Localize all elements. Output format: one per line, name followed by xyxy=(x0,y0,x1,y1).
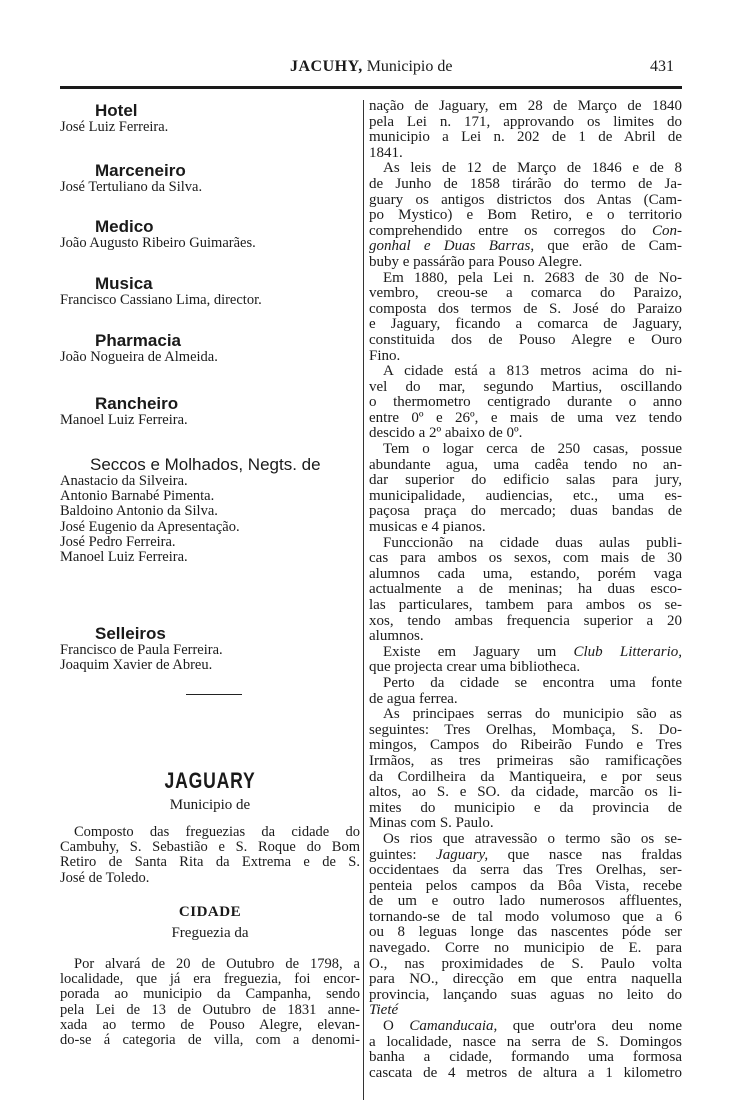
italic-text: Club Litterario, xyxy=(573,643,682,660)
text-line: de um e outro lado numerosos affluentes, xyxy=(369,893,682,910)
text-line: que projecta crear uma bibliotheca. xyxy=(369,659,581,676)
composition-paragraph xyxy=(60,825,360,886)
person-name: José Luiz Ferreira. xyxy=(60,119,169,135)
text-line: da Cordilheira da Mantiqueira, e por seus xyxy=(369,768,682,785)
text-line: de Junho de 1858 tirárão do termo de Ja- xyxy=(369,175,682,192)
text-line: constituida dos de Pouso Alegre e Ouro xyxy=(369,331,682,348)
text-line: Fino. xyxy=(369,347,401,364)
text-line: mingos, Campos do Ribeirão Fundo e Tres xyxy=(369,737,682,754)
trade-heading: Medico xyxy=(95,217,154,236)
text-line: musicas e 4 pianos. xyxy=(369,519,486,536)
text-line: do-se á categoria de villa, com a denomi- xyxy=(60,1032,360,1049)
text-line: guary os antigos districtos dos Antas (Cam- xyxy=(369,191,682,208)
paragraph xyxy=(369,1019,682,1081)
running-title-rest: Municipio de xyxy=(362,58,453,75)
cidade-subtitle: Freguezia da xyxy=(171,925,249,941)
text-line: vembro, creou-se a comarca do Paraizo, xyxy=(369,285,682,302)
italic-text: Con- xyxy=(652,222,682,239)
text-line: a localidade, nasce na serra de S. Domingos xyxy=(369,1033,682,1050)
trade-heading: Hotel xyxy=(95,101,138,120)
trade-heading: Selleiros xyxy=(95,624,166,643)
paragraph xyxy=(369,707,682,832)
text-line: tornando-se de tal modo volumoso que a 6 xyxy=(369,908,682,925)
text-line xyxy=(369,848,682,864)
text-line: e Jaguary, ficando a comarca de Jaguary, xyxy=(369,316,682,333)
text-line: Retiro de Santa Rita da Extrema e de S. xyxy=(60,854,360,871)
text-line xyxy=(369,224,682,240)
italic-text: Jaguary, xyxy=(436,846,489,863)
text-segment: , que erão de Cam- xyxy=(530,238,683,255)
text-line: mites do municipio e da provincia de xyxy=(369,799,682,816)
trade-heading: Pharmacia xyxy=(95,331,181,350)
text-line: cas para ambos os sexos, com mais de 30 xyxy=(369,550,682,567)
paragraph xyxy=(369,645,682,676)
text-line: provincia, lançando suas aguas no leito do xyxy=(369,986,682,1003)
trade-section xyxy=(60,625,360,673)
paragraph xyxy=(369,536,682,645)
text-line: vel do mar, segundo Martius, oscillando xyxy=(369,378,682,395)
text-line: occidentaes da serra das Tres Orelhas, ser- xyxy=(369,862,682,879)
paragraph xyxy=(369,364,682,442)
person-name: Francisco Cassiano Lima, director. xyxy=(60,292,262,308)
text-line: localidade, que já era freguezia, foi encor- xyxy=(60,971,360,988)
text-line: Os rios que atravessão o termo são os se- xyxy=(383,830,682,847)
text-line: Composto das freguezias da cidade do xyxy=(74,824,360,840)
person-name: João Nogueira de Almeida. xyxy=(60,349,218,365)
person-name: Francisco de Paula Ferreira. xyxy=(60,642,223,658)
person-name: José Eugenio da Apresentação. xyxy=(60,518,240,535)
text-line: actualmente a de meninas; ha duas esco- xyxy=(369,581,682,598)
trade-section xyxy=(60,395,360,428)
person-name: José Pedro Ferreira. xyxy=(60,533,176,550)
text-line xyxy=(369,239,682,255)
trade-section xyxy=(60,456,360,565)
text-line: municipalidade, audiencias, etc., uma es- xyxy=(369,487,682,504)
text-line: Cambuhy, S. Sebastião e S. Roque do Bom xyxy=(60,839,360,856)
text-line xyxy=(369,1003,682,1019)
paragraph xyxy=(369,271,682,365)
text-line: abundante agua, uma cadêa tendo no an- xyxy=(369,456,682,473)
text-line: cascata de 4 metros de altura a 1 kilometro xyxy=(369,1064,682,1081)
text-line: A cidade está a 813 metros acima do ni- xyxy=(383,363,682,380)
text-line: alumnos cada uma, estando, porém vaga xyxy=(369,565,682,582)
trade-heading: Rancheiro xyxy=(95,394,179,413)
text-segment: guintes: xyxy=(369,846,437,863)
municipality-subtitle: Municipio de xyxy=(169,797,251,813)
paragraph xyxy=(369,99,682,161)
text-line: xos, tendo ambas frequencia superior a 20 xyxy=(369,612,682,629)
text-segment: comprehendido entre os corregos do xyxy=(369,222,652,239)
text-line: penteia pelos campos da Bôa Vista, recebe xyxy=(369,877,682,894)
person-name: Baldoino Antonio da Silva. xyxy=(60,503,218,520)
text-line: xada ao termo de Pouso Alegre, elevan- xyxy=(60,1016,360,1033)
text-line: Perto da cidade se encontra uma fonte xyxy=(383,674,682,691)
running-header xyxy=(60,58,682,80)
text-line: de agua ferrea. xyxy=(369,690,458,707)
trade-section xyxy=(60,218,360,251)
cidade-heading: CIDADE xyxy=(178,904,242,920)
paragraph xyxy=(369,161,682,270)
text-line: As principaes serras do municipio são as xyxy=(383,706,682,723)
running-title xyxy=(290,58,452,76)
person-name: Anastacio da Silveira. xyxy=(60,473,188,489)
text-line: pela Lei n. 171, approvando os limites do xyxy=(369,113,682,130)
text-line: buby e passárão para Pouso Alegre. xyxy=(369,253,583,270)
person-name: Manoel Luiz Ferreira. xyxy=(60,549,188,566)
trade-section xyxy=(60,332,360,365)
header-rule xyxy=(60,86,682,89)
text-line xyxy=(369,645,682,661)
text-line: municipio a Lei n. 202 de 1 de Abril de xyxy=(369,129,682,146)
text-line: po Mystico) e Bom Retiro, e o territorio xyxy=(369,207,682,224)
text-line: o thermometro centigrado durante o anno xyxy=(369,394,682,411)
trade-heading: Marceneiro xyxy=(95,161,186,180)
text-line: As leis de 12 de Março de 1846 e de 8 xyxy=(383,160,682,177)
text-line: José de Toledo. xyxy=(60,869,150,886)
text-line: Em 1880, pela Lei n. 2683 de 30 de No- xyxy=(383,269,682,286)
text-segment: Existe em Jaguary um xyxy=(383,643,574,660)
text-line: O., nas proximidades de S. Paulo volta xyxy=(369,955,682,972)
person-name: João Augusto Ribeiro Guimarães. xyxy=(60,235,256,251)
text-line: Tem o logar cerca de 250 casas, possue xyxy=(383,441,682,458)
text-line: Funccionão na cidade duas aulas publi- xyxy=(383,534,682,551)
text-line: altos, ao S. e SO. da cidade, marcão os li- xyxy=(369,784,682,801)
right-column xyxy=(369,99,682,1081)
italic-text: Tieté xyxy=(369,1002,399,1019)
column-divider xyxy=(363,100,364,1100)
italic-text: gonhal e Duas Barras xyxy=(369,238,531,255)
history-paragraph xyxy=(60,957,360,1048)
text-line: porada ao municipio da Campanha, sendo xyxy=(60,986,360,1003)
text-line: dar superior do edificio salas para jury, xyxy=(369,472,682,489)
text-line: composta dos termos de S. José do Paraizo xyxy=(369,300,682,317)
text-line: pela Lei de 13 de Outubro de 1831 anne- xyxy=(60,1001,360,1018)
text-segment: que outr'ora deu nome xyxy=(497,1018,682,1035)
text-line: 1841. xyxy=(369,144,403,161)
paragraph xyxy=(369,832,682,1019)
person-name: Antonio Barnabé Pimenta. xyxy=(60,488,215,505)
trade-section xyxy=(60,275,360,308)
page-number: 431 xyxy=(650,58,674,75)
text-segment: O xyxy=(383,1018,410,1035)
text-line: ou 8 leguas longe das nascentes póde ser xyxy=(369,924,682,941)
text-line: navegado. Corre no municipio de E. para xyxy=(369,940,682,957)
text-line: seguintes: Tres Orelhas, Mombaça, S. Do- xyxy=(369,721,682,738)
text-segment: que nasce nas fraldas xyxy=(488,846,682,863)
trade-heading: Seccos e Molhados, Negts. de xyxy=(90,455,321,474)
paragraph xyxy=(369,676,682,707)
text-line: descido a 2º abaixo de 0º. xyxy=(369,425,523,442)
text-line: Irmãos, as tres primeiras são ramificações xyxy=(369,752,682,769)
text-line: paçosa praça do mercado; duas bandas de xyxy=(369,503,682,520)
text-line: entre 0º e 26º, e mais de uma vez tendo xyxy=(369,409,682,426)
text-line: nação de Jaguary, em 28 de Março de 1840 xyxy=(369,98,682,114)
text-line: banha a cidade, formando uma formosa xyxy=(369,1049,682,1066)
person-name: Joaquim Xavier de Abreu. xyxy=(60,657,213,674)
trade-heading: Musica xyxy=(95,274,153,293)
paragraph xyxy=(369,442,682,536)
person-name: Manoel Luiz Ferreira. xyxy=(60,412,188,428)
trade-section xyxy=(60,162,360,195)
italic-text: Camanducaia, xyxy=(409,1018,498,1035)
running-title-bold: JACUHY, xyxy=(290,58,363,75)
text-line: alumnos. xyxy=(369,628,424,645)
trade-section xyxy=(60,102,360,135)
municipality-title: JAGUARY xyxy=(164,768,256,793)
text-line: Minas com S. Paulo. xyxy=(369,815,494,832)
section-separator xyxy=(186,694,242,695)
text-line: para NO., direcção em que entra naquella xyxy=(369,971,682,988)
text-line xyxy=(369,1019,682,1035)
text-line: las particulares, tambem para ambos os se- xyxy=(369,597,682,613)
text-line: Por alvará de 20 de Outubro de 1798, a xyxy=(74,956,360,972)
person-name: José Tertuliano da Silva. xyxy=(60,179,203,195)
